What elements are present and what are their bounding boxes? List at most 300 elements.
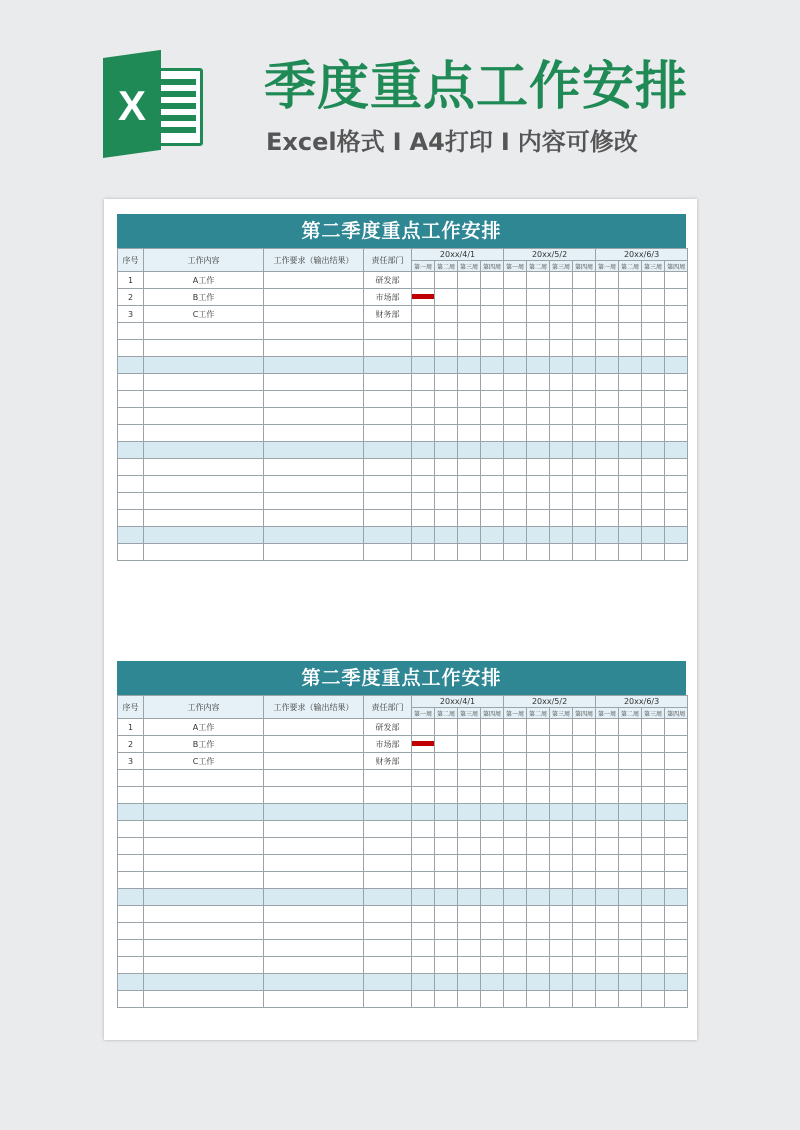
empty-cell[interactable] xyxy=(264,991,364,1008)
empty-cell[interactable] xyxy=(412,459,435,476)
empty-cell[interactable] xyxy=(665,855,688,872)
department-cell[interactable]: 市场部 xyxy=(364,736,412,753)
empty-cell[interactable] xyxy=(412,425,435,442)
department-cell[interactable]: 研发部 xyxy=(364,719,412,736)
requirement-cell[interactable] xyxy=(264,272,364,289)
week-cell[interactable] xyxy=(504,306,527,323)
empty-cell[interactable] xyxy=(435,527,458,544)
empty-cell[interactable] xyxy=(412,940,435,957)
empty-cell[interactable] xyxy=(481,906,504,923)
empty-cell[interactable] xyxy=(264,527,364,544)
empty-cell[interactable] xyxy=(364,872,412,889)
empty-cell[interactable] xyxy=(144,821,264,838)
empty-cell[interactable] xyxy=(504,957,527,974)
empty-cell[interactable] xyxy=(642,323,665,340)
empty-cell[interactable] xyxy=(144,340,264,357)
empty-cell[interactable] xyxy=(481,872,504,889)
empty-cell[interactable] xyxy=(481,770,504,787)
empty-cell[interactable] xyxy=(144,804,264,821)
empty-cell[interactable] xyxy=(118,804,144,821)
empty-cell[interactable] xyxy=(504,923,527,940)
empty-cell[interactable] xyxy=(619,340,642,357)
empty-cell[interactable] xyxy=(458,770,481,787)
empty-cell[interactable] xyxy=(619,991,642,1008)
empty-cell[interactable] xyxy=(504,425,527,442)
empty-cell[interactable] xyxy=(527,821,550,838)
empty-cell[interactable] xyxy=(573,323,596,340)
empty-cell[interactable] xyxy=(264,906,364,923)
empty-cell[interactable] xyxy=(458,855,481,872)
empty-cell[interactable] xyxy=(596,906,619,923)
empty-cell[interactable] xyxy=(481,357,504,374)
empty-cell[interactable] xyxy=(412,974,435,991)
empty-cell[interactable] xyxy=(596,838,619,855)
week-cell[interactable] xyxy=(458,719,481,736)
empty-cell[interactable] xyxy=(118,770,144,787)
week-cell[interactable] xyxy=(665,306,688,323)
empty-cell[interactable] xyxy=(458,821,481,838)
empty-cell[interactable] xyxy=(364,493,412,510)
empty-cell[interactable] xyxy=(550,323,573,340)
empty-cell[interactable] xyxy=(435,957,458,974)
empty-cell[interactable] xyxy=(596,770,619,787)
empty-cell[interactable] xyxy=(481,323,504,340)
empty-cell[interactable] xyxy=(458,957,481,974)
empty-cell[interactable] xyxy=(264,493,364,510)
empty-cell[interactable] xyxy=(619,923,642,940)
empty-cell[interactable] xyxy=(665,510,688,527)
empty-cell[interactable] xyxy=(144,476,264,493)
empty-cell[interactable] xyxy=(412,323,435,340)
week-cell[interactable] xyxy=(665,719,688,736)
empty-cell[interactable] xyxy=(642,923,665,940)
empty-cell[interactable] xyxy=(550,957,573,974)
empty-cell[interactable] xyxy=(264,391,364,408)
empty-cell[interactable] xyxy=(550,459,573,476)
empty-cell[interactable] xyxy=(665,906,688,923)
week-cell[interactable] xyxy=(642,289,665,306)
empty-cell[interactable] xyxy=(642,340,665,357)
empty-cell[interactable] xyxy=(435,974,458,991)
week-cell[interactable] xyxy=(596,719,619,736)
week-cell[interactable] xyxy=(527,306,550,323)
empty-cell[interactable] xyxy=(435,391,458,408)
empty-cell[interactable] xyxy=(573,906,596,923)
week-cell[interactable] xyxy=(412,289,435,306)
empty-cell[interactable] xyxy=(550,906,573,923)
task-cell[interactable]: A工作 xyxy=(144,719,264,736)
empty-cell[interactable] xyxy=(665,974,688,991)
empty-cell[interactable] xyxy=(458,323,481,340)
week-cell[interactable] xyxy=(550,736,573,753)
empty-cell[interactable] xyxy=(504,906,527,923)
empty-cell[interactable] xyxy=(435,923,458,940)
empty-cell[interactable] xyxy=(573,770,596,787)
empty-cell[interactable] xyxy=(550,340,573,357)
empty-cell[interactable] xyxy=(264,957,364,974)
empty-cell[interactable] xyxy=(527,957,550,974)
empty-cell[interactable] xyxy=(550,787,573,804)
empty-cell[interactable] xyxy=(642,804,665,821)
empty-cell[interactable] xyxy=(364,408,412,425)
empty-cell[interactable] xyxy=(264,323,364,340)
empty-cell[interactable] xyxy=(481,459,504,476)
task-cell[interactable]: C工作 xyxy=(144,306,264,323)
empty-cell[interactable] xyxy=(118,974,144,991)
department-cell[interactable]: 财务部 xyxy=(364,306,412,323)
week-cell[interactable] xyxy=(619,272,642,289)
empty-cell[interactable] xyxy=(144,408,264,425)
empty-cell[interactable] xyxy=(665,770,688,787)
requirement-cell[interactable] xyxy=(264,306,364,323)
empty-cell[interactable] xyxy=(527,442,550,459)
empty-cell[interactable] xyxy=(665,357,688,374)
empty-cell[interactable] xyxy=(619,872,642,889)
empty-cell[interactable] xyxy=(264,838,364,855)
week-cell[interactable] xyxy=(481,306,504,323)
empty-cell[interactable] xyxy=(364,906,412,923)
empty-cell[interactable] xyxy=(665,940,688,957)
week-cell[interactable] xyxy=(527,289,550,306)
empty-cell[interactable] xyxy=(118,357,144,374)
empty-cell[interactable] xyxy=(504,804,527,821)
empty-cell[interactable] xyxy=(458,442,481,459)
week-cell[interactable] xyxy=(412,272,435,289)
empty-cell[interactable] xyxy=(364,510,412,527)
empty-cell[interactable] xyxy=(504,476,527,493)
week-cell[interactable] xyxy=(573,289,596,306)
empty-cell[interactable] xyxy=(665,787,688,804)
week-cell[interactable] xyxy=(550,306,573,323)
week-cell[interactable] xyxy=(596,272,619,289)
empty-cell[interactable] xyxy=(550,974,573,991)
empty-cell[interactable] xyxy=(412,991,435,1008)
empty-cell[interactable] xyxy=(481,425,504,442)
week-cell[interactable] xyxy=(458,306,481,323)
week-cell[interactable] xyxy=(619,753,642,770)
task-cell[interactable]: B工作 xyxy=(144,289,264,306)
empty-cell[interactable] xyxy=(264,340,364,357)
empty-cell[interactable] xyxy=(596,408,619,425)
empty-cell[interactable] xyxy=(481,838,504,855)
empty-cell[interactable] xyxy=(458,340,481,357)
empty-cell[interactable] xyxy=(144,493,264,510)
empty-cell[interactable] xyxy=(435,493,458,510)
empty-cell[interactable] xyxy=(642,872,665,889)
week-cell[interactable] xyxy=(642,719,665,736)
week-cell[interactable] xyxy=(573,753,596,770)
empty-cell[interactable] xyxy=(642,940,665,957)
empty-cell[interactable] xyxy=(550,476,573,493)
empty-cell[interactable] xyxy=(642,527,665,544)
empty-cell[interactable] xyxy=(435,838,458,855)
week-cell[interactable] xyxy=(642,736,665,753)
empty-cell[interactable] xyxy=(596,957,619,974)
empty-cell[interactable] xyxy=(596,940,619,957)
empty-cell[interactable] xyxy=(144,889,264,906)
empty-cell[interactable] xyxy=(144,442,264,459)
empty-cell[interactable] xyxy=(665,527,688,544)
empty-cell[interactable] xyxy=(118,923,144,940)
empty-cell[interactable] xyxy=(550,527,573,544)
empty-cell[interactable] xyxy=(665,889,688,906)
empty-cell[interactable] xyxy=(118,838,144,855)
empty-cell[interactable] xyxy=(550,889,573,906)
empty-cell[interactable] xyxy=(364,991,412,1008)
requirement-cell[interactable] xyxy=(264,719,364,736)
empty-cell[interactable] xyxy=(596,374,619,391)
empty-cell[interactable] xyxy=(596,855,619,872)
empty-cell[interactable] xyxy=(144,374,264,391)
empty-cell[interactable] xyxy=(458,476,481,493)
week-cell[interactable] xyxy=(527,272,550,289)
empty-cell[interactable] xyxy=(573,442,596,459)
empty-cell[interactable] xyxy=(665,391,688,408)
empty-cell[interactable] xyxy=(573,940,596,957)
empty-cell[interactable] xyxy=(504,974,527,991)
empty-cell[interactable] xyxy=(504,544,527,561)
empty-cell[interactable] xyxy=(596,787,619,804)
week-cell[interactable] xyxy=(504,753,527,770)
week-cell[interactable] xyxy=(458,753,481,770)
empty-cell[interactable] xyxy=(527,974,550,991)
empty-cell[interactable] xyxy=(573,821,596,838)
empty-cell[interactable] xyxy=(435,804,458,821)
empty-cell[interactable] xyxy=(144,323,264,340)
empty-cell[interactable] xyxy=(527,459,550,476)
empty-cell[interactable] xyxy=(118,323,144,340)
week-cell[interactable] xyxy=(481,753,504,770)
empty-cell[interactable] xyxy=(435,821,458,838)
empty-cell[interactable] xyxy=(596,544,619,561)
empty-cell[interactable] xyxy=(481,442,504,459)
empty-cell[interactable] xyxy=(264,357,364,374)
empty-cell[interactable] xyxy=(619,974,642,991)
empty-cell[interactable] xyxy=(144,787,264,804)
empty-cell[interactable] xyxy=(118,991,144,1008)
empty-cell[interactable] xyxy=(665,442,688,459)
empty-cell[interactable] xyxy=(665,804,688,821)
empty-cell[interactable] xyxy=(550,872,573,889)
empty-cell[interactable] xyxy=(550,493,573,510)
week-cell[interactable] xyxy=(665,289,688,306)
empty-cell[interactable] xyxy=(144,357,264,374)
empty-cell[interactable] xyxy=(550,510,573,527)
empty-cell[interactable] xyxy=(619,459,642,476)
empty-cell[interactable] xyxy=(264,770,364,787)
empty-cell[interactable] xyxy=(619,838,642,855)
row-number[interactable]: 1 xyxy=(118,719,144,736)
empty-cell[interactable] xyxy=(504,510,527,527)
empty-cell[interactable] xyxy=(458,374,481,391)
empty-cell[interactable] xyxy=(550,838,573,855)
empty-cell[interactable] xyxy=(412,374,435,391)
empty-cell[interactable] xyxy=(435,476,458,493)
empty-cell[interactable] xyxy=(144,544,264,561)
empty-cell[interactable] xyxy=(665,544,688,561)
empty-cell[interactable] xyxy=(435,459,458,476)
empty-cell[interactable] xyxy=(642,357,665,374)
empty-cell[interactable] xyxy=(573,804,596,821)
department-cell[interactable]: 市场部 xyxy=(364,289,412,306)
empty-cell[interactable] xyxy=(527,544,550,561)
week-cell[interactable] xyxy=(596,289,619,306)
empty-cell[interactable] xyxy=(550,391,573,408)
empty-cell[interactable] xyxy=(619,855,642,872)
empty-cell[interactable] xyxy=(527,923,550,940)
empty-cell[interactable] xyxy=(665,374,688,391)
empty-cell[interactable] xyxy=(412,906,435,923)
empty-cell[interactable] xyxy=(435,855,458,872)
empty-cell[interactable] xyxy=(573,374,596,391)
empty-cell[interactable] xyxy=(481,340,504,357)
week-cell[interactable] xyxy=(619,719,642,736)
week-cell[interactable] xyxy=(504,272,527,289)
empty-cell[interactable] xyxy=(118,408,144,425)
empty-cell[interactable] xyxy=(550,855,573,872)
empty-cell[interactable] xyxy=(264,408,364,425)
empty-cell[interactable] xyxy=(364,804,412,821)
empty-cell[interactable] xyxy=(619,510,642,527)
empty-cell[interactable] xyxy=(665,821,688,838)
empty-cell[interactable] xyxy=(364,838,412,855)
empty-cell[interactable] xyxy=(550,442,573,459)
empty-cell[interactable] xyxy=(527,906,550,923)
week-cell[interactable] xyxy=(435,306,458,323)
empty-cell[interactable] xyxy=(550,374,573,391)
empty-cell[interactable] xyxy=(642,476,665,493)
empty-cell[interactable] xyxy=(481,957,504,974)
empty-cell[interactable] xyxy=(573,459,596,476)
empty-cell[interactable] xyxy=(412,408,435,425)
empty-cell[interactable] xyxy=(435,889,458,906)
empty-cell[interactable] xyxy=(264,476,364,493)
empty-cell[interactable] xyxy=(619,476,642,493)
empty-cell[interactable] xyxy=(144,957,264,974)
week-cell[interactable] xyxy=(642,306,665,323)
empty-cell[interactable] xyxy=(435,770,458,787)
empty-cell[interactable] xyxy=(118,544,144,561)
empty-cell[interactable] xyxy=(264,855,364,872)
empty-cell[interactable] xyxy=(504,340,527,357)
empty-cell[interactable] xyxy=(619,821,642,838)
empty-cell[interactable] xyxy=(642,374,665,391)
empty-cell[interactable] xyxy=(619,957,642,974)
week-cell[interactable] xyxy=(573,719,596,736)
empty-cell[interactable] xyxy=(364,459,412,476)
empty-cell[interactable] xyxy=(573,527,596,544)
empty-cell[interactable] xyxy=(364,544,412,561)
empty-cell[interactable] xyxy=(364,391,412,408)
empty-cell[interactable] xyxy=(264,889,364,906)
empty-cell[interactable] xyxy=(118,889,144,906)
empty-cell[interactable] xyxy=(144,770,264,787)
empty-cell[interactable] xyxy=(458,391,481,408)
empty-cell[interactable] xyxy=(458,974,481,991)
empty-cell[interactable] xyxy=(435,408,458,425)
empty-cell[interactable] xyxy=(264,940,364,957)
empty-cell[interactable] xyxy=(619,889,642,906)
empty-cell[interactable] xyxy=(596,323,619,340)
task-cell[interactable]: C工作 xyxy=(144,753,264,770)
empty-cell[interactable] xyxy=(573,425,596,442)
empty-cell[interactable] xyxy=(118,493,144,510)
empty-cell[interactable] xyxy=(264,442,364,459)
week-cell[interactable] xyxy=(458,289,481,306)
empty-cell[interactable] xyxy=(412,527,435,544)
empty-cell[interactable] xyxy=(481,510,504,527)
empty-cell[interactable] xyxy=(573,408,596,425)
week-cell[interactable] xyxy=(458,736,481,753)
requirement-cell[interactable] xyxy=(264,289,364,306)
empty-cell[interactable] xyxy=(573,923,596,940)
week-cell[interactable] xyxy=(481,289,504,306)
empty-cell[interactable] xyxy=(665,872,688,889)
empty-cell[interactable] xyxy=(144,527,264,544)
empty-cell[interactable] xyxy=(504,889,527,906)
empty-cell[interactable] xyxy=(144,425,264,442)
empty-cell[interactable] xyxy=(527,804,550,821)
week-cell[interactable] xyxy=(619,736,642,753)
empty-cell[interactable] xyxy=(504,787,527,804)
empty-cell[interactable] xyxy=(412,889,435,906)
week-cell[interactable] xyxy=(550,753,573,770)
department-cell[interactable]: 财务部 xyxy=(364,753,412,770)
empty-cell[interactable] xyxy=(504,872,527,889)
empty-cell[interactable] xyxy=(642,425,665,442)
empty-cell[interactable] xyxy=(596,459,619,476)
week-cell[interactable] xyxy=(412,753,435,770)
week-cell[interactable] xyxy=(504,736,527,753)
empty-cell[interactable] xyxy=(642,544,665,561)
empty-cell[interactable] xyxy=(596,527,619,544)
empty-cell[interactable] xyxy=(527,510,550,527)
empty-cell[interactable] xyxy=(481,804,504,821)
empty-cell[interactable] xyxy=(642,391,665,408)
empty-cell[interactable] xyxy=(619,544,642,561)
empty-cell[interactable] xyxy=(642,906,665,923)
empty-cell[interactable] xyxy=(642,957,665,974)
empty-cell[interactable] xyxy=(527,408,550,425)
empty-cell[interactable] xyxy=(264,544,364,561)
empty-cell[interactable] xyxy=(144,855,264,872)
empty-cell[interactable] xyxy=(364,787,412,804)
empty-cell[interactable] xyxy=(504,855,527,872)
empty-cell[interactable] xyxy=(364,323,412,340)
empty-cell[interactable] xyxy=(550,425,573,442)
empty-cell[interactable] xyxy=(412,510,435,527)
empty-cell[interactable] xyxy=(665,476,688,493)
empty-cell[interactable] xyxy=(642,855,665,872)
empty-cell[interactable] xyxy=(435,374,458,391)
week-cell[interactable] xyxy=(527,753,550,770)
empty-cell[interactable] xyxy=(550,804,573,821)
week-cell[interactable] xyxy=(665,736,688,753)
week-cell[interactable] xyxy=(642,272,665,289)
empty-cell[interactable] xyxy=(412,340,435,357)
empty-cell[interactable] xyxy=(364,527,412,544)
empty-cell[interactable] xyxy=(619,787,642,804)
empty-cell[interactable] xyxy=(435,323,458,340)
empty-cell[interactable] xyxy=(481,821,504,838)
empty-cell[interactable] xyxy=(481,855,504,872)
empty-cell[interactable] xyxy=(573,991,596,1008)
empty-cell[interactable] xyxy=(435,872,458,889)
row-number[interactable]: 3 xyxy=(118,306,144,323)
empty-cell[interactable] xyxy=(435,906,458,923)
week-cell[interactable] xyxy=(435,289,458,306)
empty-cell[interactable] xyxy=(458,357,481,374)
